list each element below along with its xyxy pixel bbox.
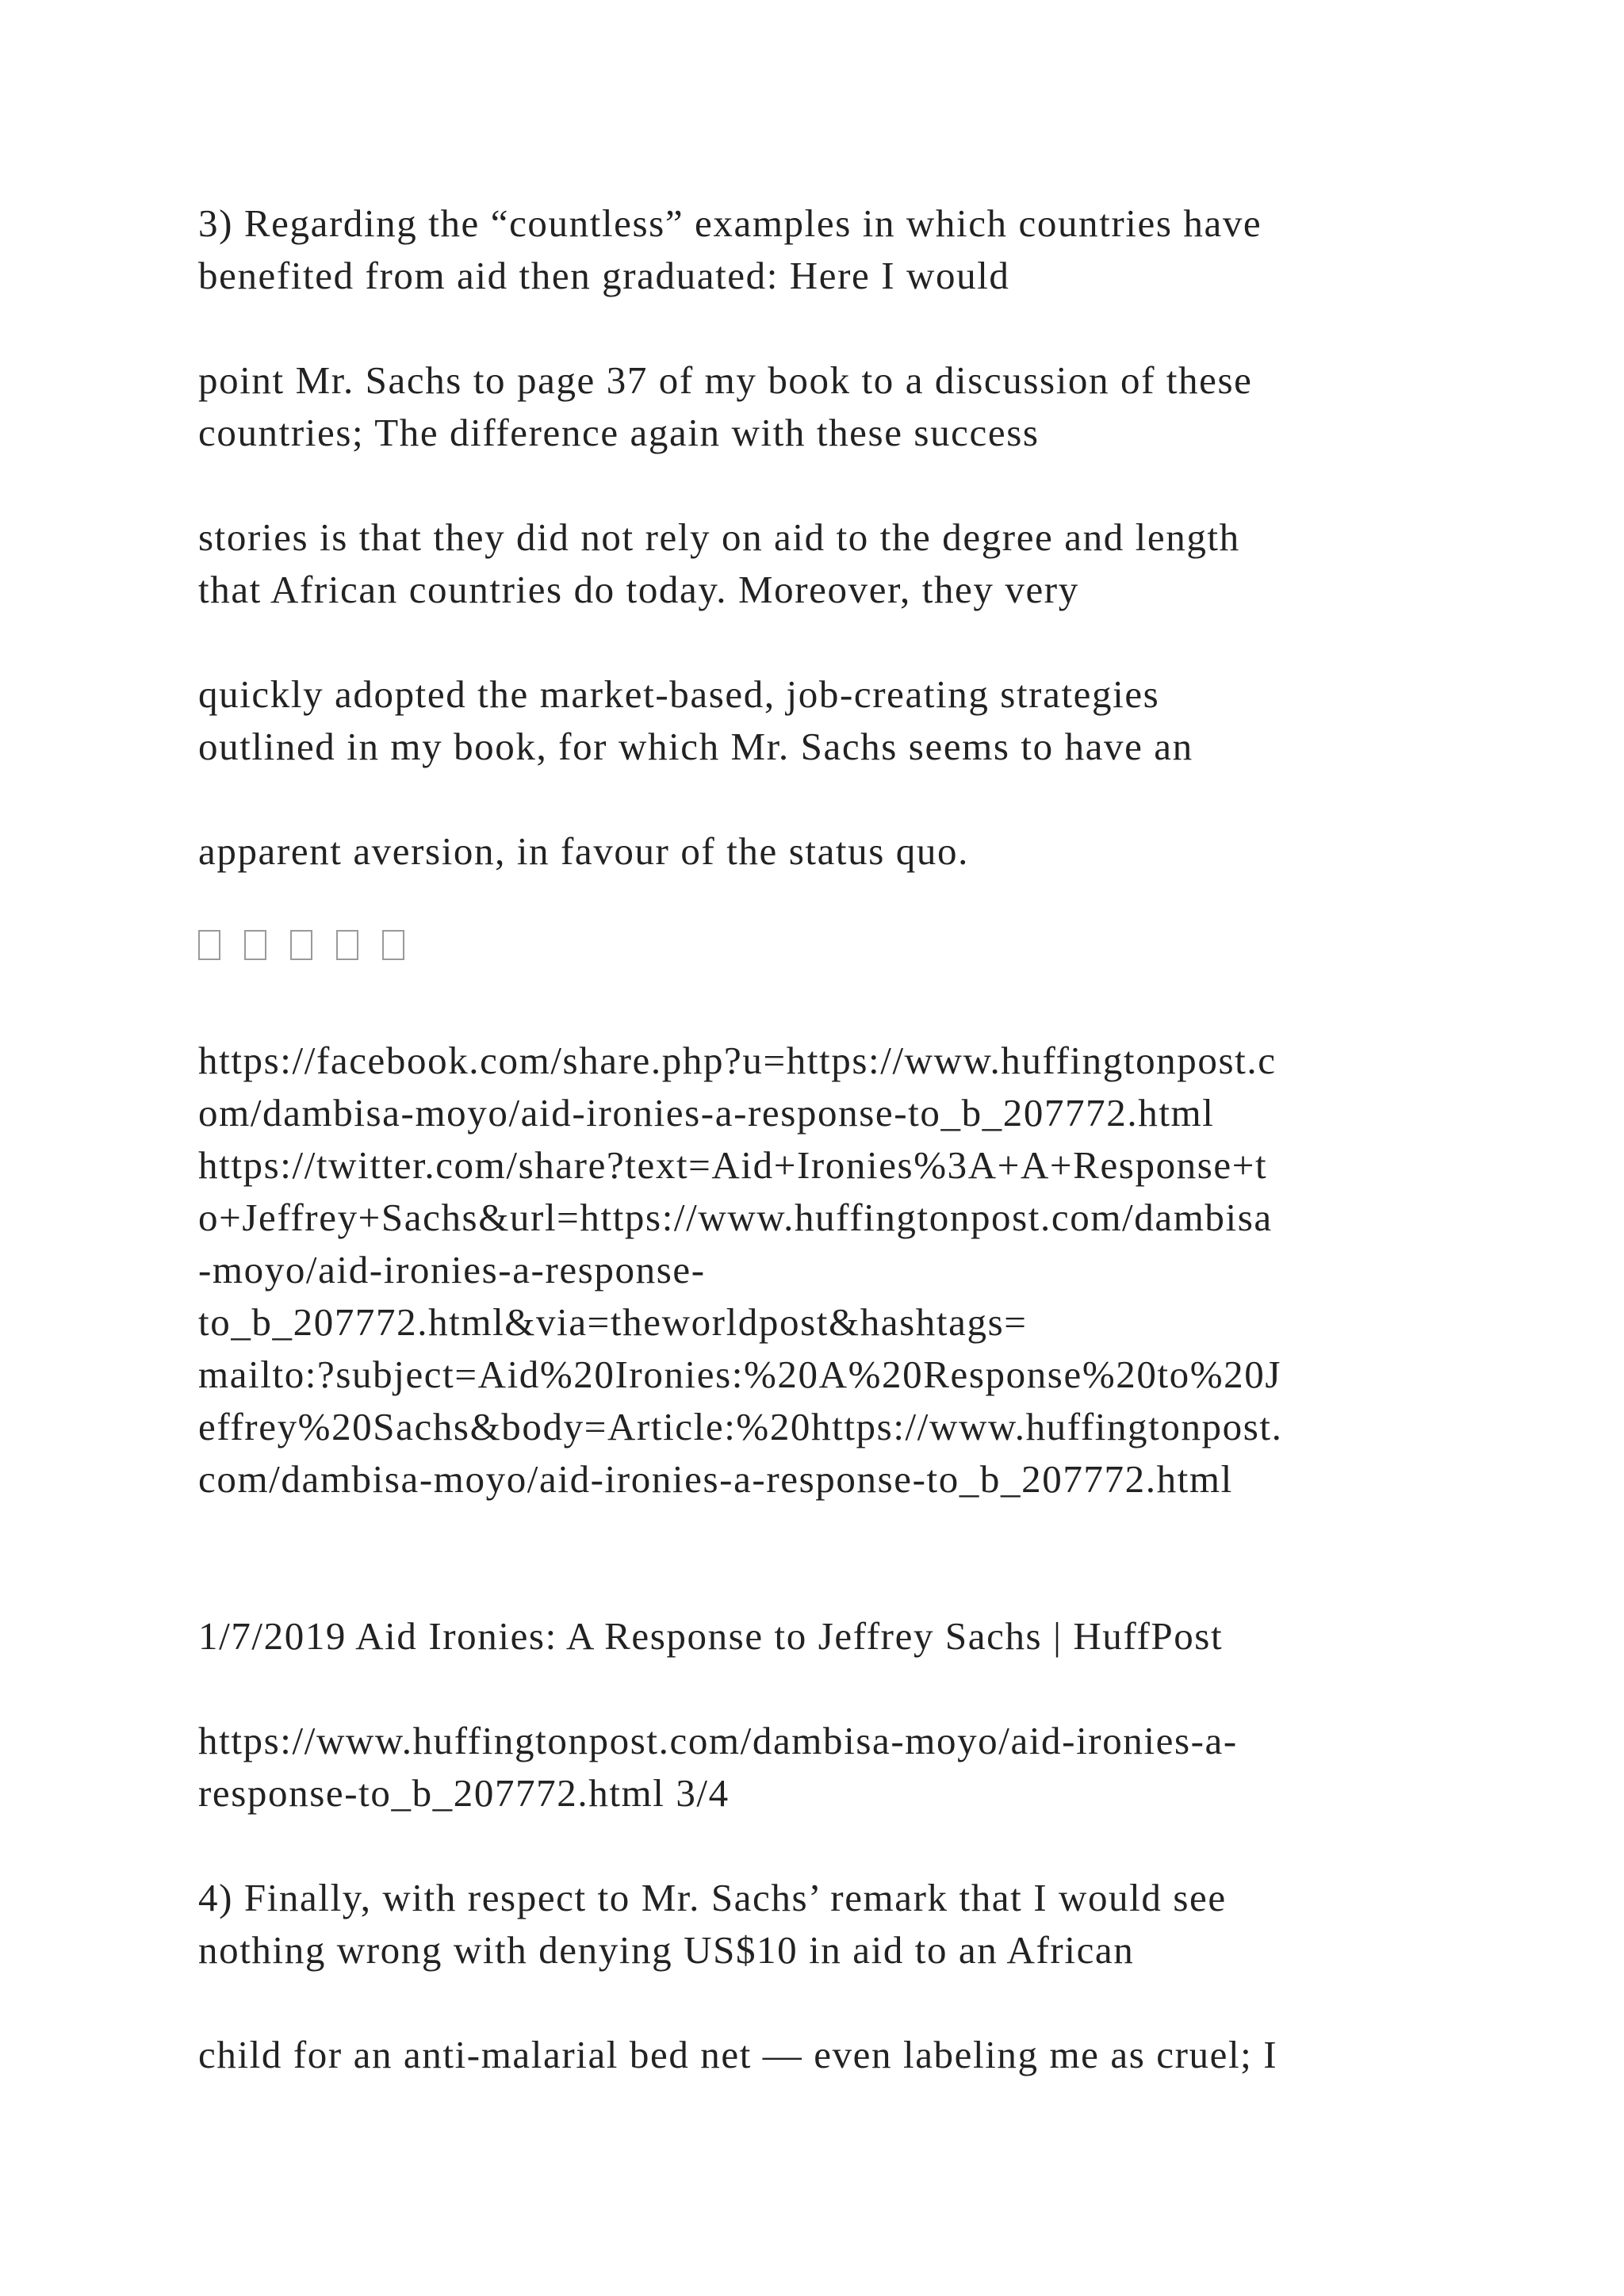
missing-glyph-icon[interactable] (382, 930, 404, 960)
missing-glyph-icon[interactable] (336, 930, 358, 960)
paragraph-3-line-1: 3) Regarding the “countless” examples in which countries have (198, 201, 1262, 245)
paragraph-4-line-2: nothing wrong with denying US$10 in aid to an African (198, 1928, 1135, 1972)
page-header-title: 1/7/2019 Aid Ironies: A Response to Jeffrey Sachs | HuffPost (198, 1614, 1224, 1658)
share-link-line[interactable]: mailto:?subject=Aid%20Ironies:%20A%20Response%20to%20J (198, 1353, 1282, 1396)
paragraph-3-line-3: point Mr. Sachs to page 37 of my book to a discussion of these (198, 358, 1253, 402)
share-link-line[interactable]: effrey%20Sachs&body=Article:%20https://www.huffingtonpost. (198, 1405, 1283, 1448)
missing-glyph-icon[interactable] (244, 930, 266, 960)
share-icons-row (198, 930, 404, 960)
missing-glyph-icon[interactable] (198, 930, 220, 960)
share-link-line[interactable]: https://facebook.com/share.php?u=https://www.huffingtonpost.c (198, 1039, 1277, 1082)
paragraph-3-line-8: outlined in my book, for which Mr. Sachs seems to have an (198, 725, 1193, 768)
missing-glyph-icon[interactable] (290, 930, 312, 960)
share-link-line[interactable]: com/dambisa-moyo/aid-ironies-a-response-to_b_207772.html (198, 1457, 1233, 1501)
paragraph-3-line-2: benefited from aid then graduated: Here I would (198, 254, 1010, 297)
paragraph-4-line-1: 4) Finally, with respect to Mr. Sachs’ remark that I would see (198, 1876, 1227, 1919)
paragraph-3-line-5: stories is that they did not rely on aid to the degree and length (198, 515, 1240, 559)
share-link-line[interactable]: o+Jeffrey+Sachs&url=https://www.huffingtonpost.com/dambisa (198, 1196, 1273, 1239)
share-link-line[interactable]: om/dambisa-moyo/aid-ironies-a-response-to_b_207772.html (198, 1091, 1215, 1135)
page-url-line: https://www.huffingtonpost.com/dambisa-moyo/aid-ironies-a- (198, 1719, 1238, 1762)
page-url-line: response-to_b_207772.html 3/4 (198, 1771, 730, 1815)
paragraph-4-line-3: child for an anti-malarial bed net — even labeling me as cruel; I (198, 2033, 1278, 2076)
share-link-line[interactable]: to_b_207772.html&via=theworldpost&hashtags= (198, 1300, 1028, 1344)
paragraph-3-line-9: apparent aversion, in favour of the status quo. (198, 829, 969, 873)
paragraph-3-line-6: that African countries do today. Moreover, they very (198, 568, 1079, 611)
share-link-line[interactable]: -moyo/aid-ironies-a-response- (198, 1248, 706, 1292)
paragraph-3-line-7: quickly adopted the market-based, job-creating strategies (198, 672, 1160, 716)
paragraph-3-line-4: countries; The difference again with these success (198, 411, 1040, 454)
share-link-line[interactable]: https://twitter.com/share?text=Aid+Ironies%3A+A+Response+t (198, 1143, 1268, 1187)
